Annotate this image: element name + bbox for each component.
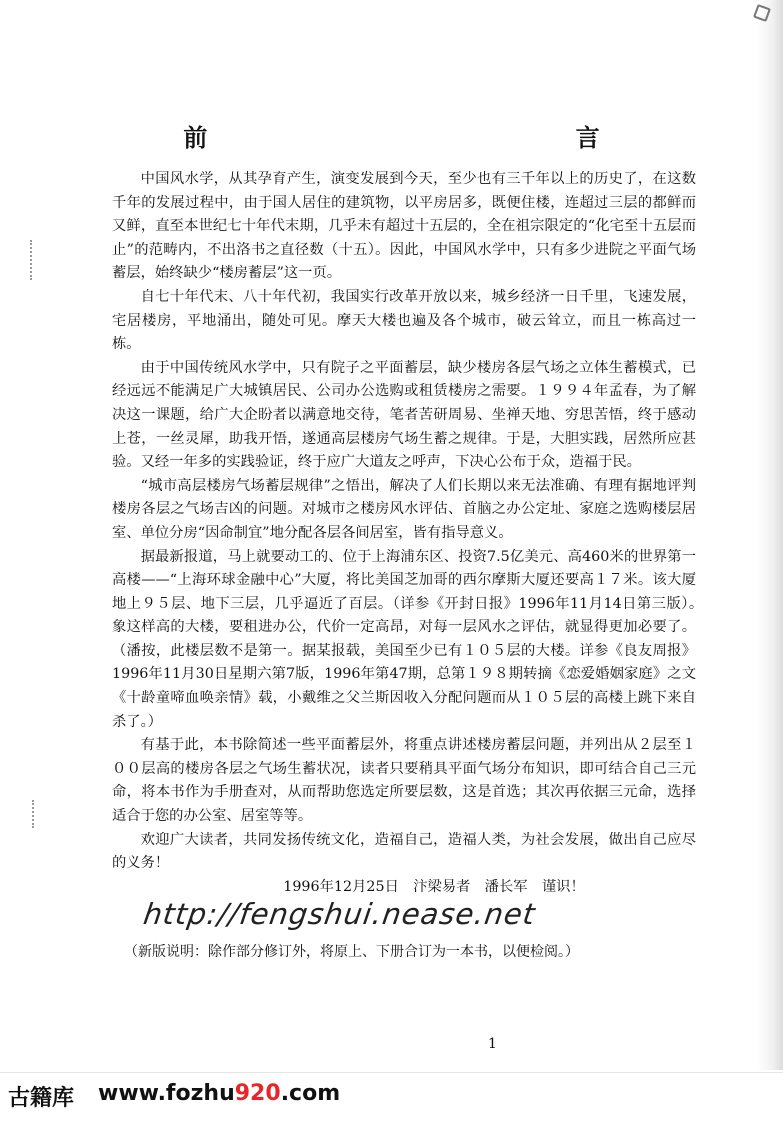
footer-site-domain: [98, 1081, 340, 1106]
handwritten-url: http://fengshui.nease.net: [141, 897, 538, 932]
page-title: 前 言: [183, 123, 780, 152]
paragraph-3: 由于中国传统风水学中，只有院子之平面蓄层，缺少楼房各层气场之立体生蓄模式，已经远远不能满足广大城镇居民、公司办公选购或租赁楼房之需要。１９９４年孟春，为了解决这一课题，给广大企盼者以满意地交待，笔者苦研周易、坐禅天地、穷思苦悟，终于感动上苍，一丝灵犀，助我开悟，遂通高层楼房气场生蓄之规律。于是，大胆实践，居然所应甚验。又经一年多的实践验证，终于应广大道友之呼声，下决心公布于众，造福于民。: [112, 359, 696, 471]
signature-line: 1996年12月25日 汴梁易者 潘长军 谨识！: [283, 878, 585, 895]
paragraph-6: 有基于此，本书除简述一些平面蓄层外，将重点讲述楼房蓄层问题，并列出从２层至１００层高的楼房各层之气场生蓄状况，读者只要稍具平面气场分布知识，即可结合自己三元命，将本书作为手册查对，从而帮助您选定所要层数，这是首选；其次再依据三元命，选择适合于您的办公室、居室等等。: [112, 737, 696, 825]
edition-note: （新版说明：除作部分修订外，将原上、下册合订为一本书，以便检阅。）: [124, 944, 579, 961]
footer-site-label: 古籍库: [8, 1086, 75, 1111]
page-number: 1: [488, 1036, 497, 1052]
preface-body: [112, 168, 711, 965]
paragraph-1: 中国风水学，从其孕育产生，演变发展到今天，至少也有三千年以上的历史了，在这数千年的发展过程中，由于国人居住的建筑物，以平房居多，既便住楼，连超过三层的都鲜而又鲜，直至本世纪七十年代末期，几乎未有超过十五层的，全在祖宗限定的“化宅至十五层而止”的范畴内，不出洛书之直径数（十五）。因此，中国风水学中，只有多少进院之平面气场蓄层，始终缺少“楼房蓄层”这一页。: [112, 171, 696, 282]
margin-specks-bottom: [32, 800, 38, 828]
paragraph-2: 自七十年代末、八十年代初，我国实行改革开放以来，城乡经济一日千里，飞速发展，宅居楼房，平地涌出，随处可见。摩天大楼也遍及各个城市，破云耸立，而且一栋高过一栋。: [112, 288, 696, 353]
paragraph-5: 据最新报道，马上就要动工的、位于上海浦东区、投资7.5亿美元、高460米的世界第一高楼——“上海环球金融中心”大厦，将比美国芝加哥的西尔摩斯大厦还要高１７米。该大厦地上９５层、地下三层，几乎逼近了百层。（详参《开封日报》1996年11月14日第三版）。 象这样高的大楼，要租进办公，代价一定高昂，对每一层风水之评估，就显得更加必要了。（潘按，此楼层数不是第一。据某报载，美国至少已有１０５层的大楼。详参《良友周报》1996年11月30日星期六第7版，1996年第47期，总第１９８期转摘《恋爱婚姻家庭》之文《十龄童啼血唤亲情》载，小戴维之父兰斯因收入分配问题而从１０５层的高楼上跳下来自杀了。）: [112, 548, 711, 730]
margin-specks-top: [30, 240, 36, 280]
domain-prefix: www.fozhu: [98, 1081, 235, 1106]
paragraph-4: “城市高层楼房气场蓄层规律”之悟出，解决了人们长期以来无法准确、有理有据地评判楼房各层之气场吉凶的问题。对城市之楼房风水评估、首脑之办公定址、家庭之选购楼层居室、单位分房“因命制宜”地分配各层各间居室，皆有指导意义。: [112, 477, 696, 541]
paragraph-7: 欢迎广大读者，共同发扬传统文化，造福自己，造福人类，为社会发展，做出自己应尽的义务！: [112, 831, 696, 872]
domain-accent: 920: [234, 1081, 281, 1106]
domain-suffix: .com: [280, 1081, 341, 1106]
scan-edge-shadow: [757, 0, 783, 1070]
watermark-footer: [0, 1072, 783, 1123]
